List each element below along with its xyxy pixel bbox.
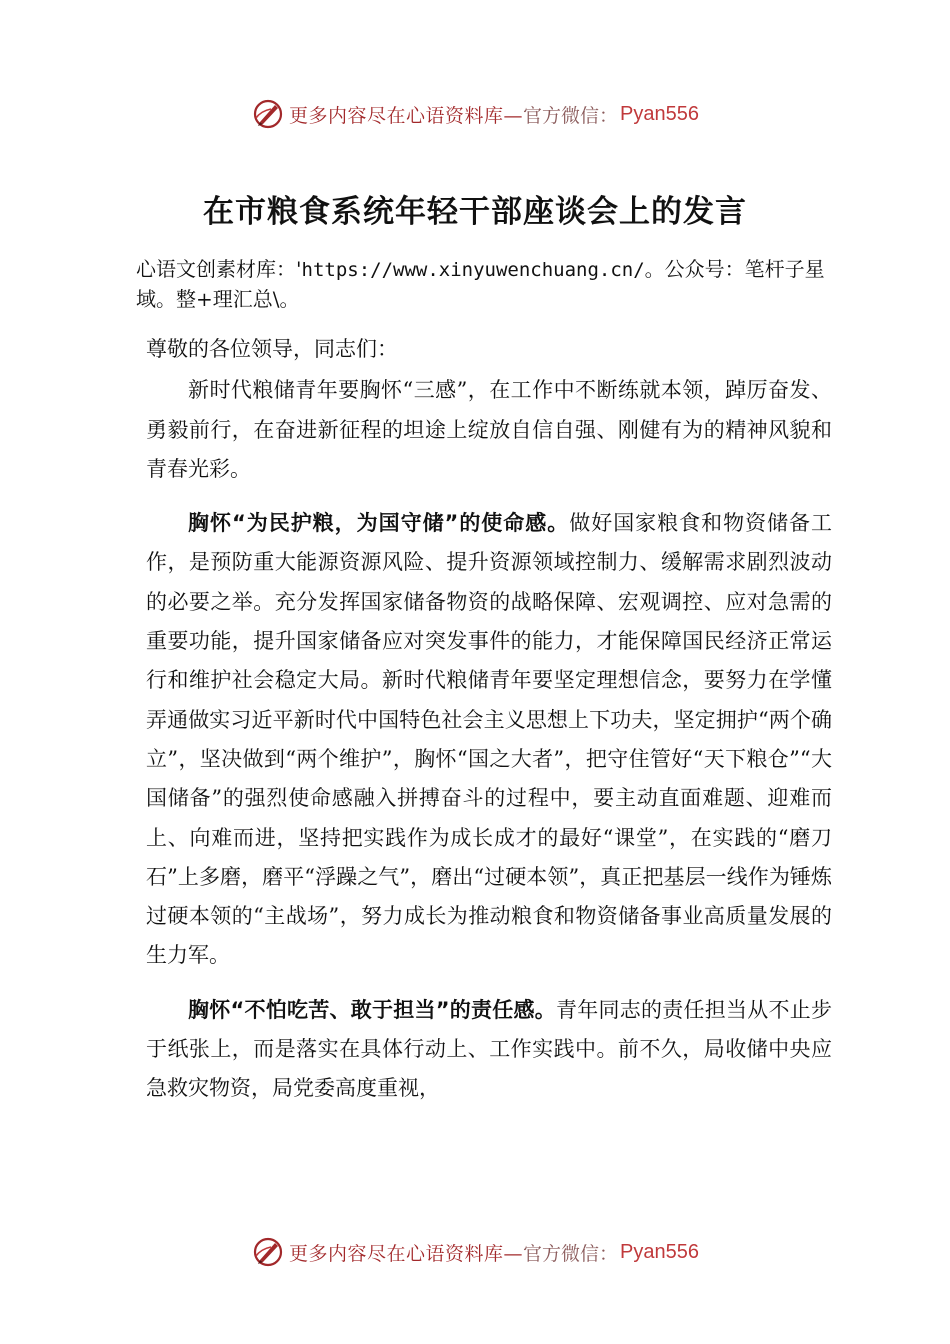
pen-logo-icon — [251, 97, 285, 131]
banner-wechat-label: 官方微信： — [523, 104, 619, 127]
footer-banner — [0, 1232, 950, 1272]
section2-heading: 胸怀“不怕吃苦、敢于担当”的责任感。 — [188, 997, 557, 1022]
salutation: 尊敬的各位领导，同志们： — [146, 337, 398, 361]
source-line — [136, 255, 856, 314]
section1-paragraph — [146, 504, 832, 976]
banner-text: 更多内容尽在心语资料库— — [289, 1242, 524, 1265]
banner-text: 更多内容尽在心语资料库— — [289, 104, 524, 127]
banner-wechat-id: Pyan556 — [620, 102, 699, 125]
document-title: 在市粮食系统年轻干部座谈会上的发言 — [203, 194, 747, 230]
document-body — [146, 330, 832, 1109]
section1-body: 做好国家粮食和物资储备工作，是预防重大能源资源风险、提升资源领域控制力、缓解需求剧烈波动的必要之举。充分发挥国家储备物资的战略保障、宏观调控、应对急需的重要功能，提升国家储备应对突发事件的能力，才能保障国民经济正常运行和维护社会稳定大局。新时代粮储青年要坚定理想信念，要努力在学懂弄通做实习近平新时代中国特色社会主义思想上下功夫，坚定拥护“两个确立”，坚决做到“两个维护”，胸怀“国之大者”，把守住管好“天下粮仓”“大国储备”的强烈使命感融入拼搏奋斗的过程中，要主动直面难题、迎难而上、向难而进，坚持把实践作为成长成才的最好“课堂”，在实践的“磨刀石”上多磨，磨平“浮躁之气”，磨出“过硬本领”，真正把基层一线作为锤炼过硬本领的“主战场”，努力成长为推动粮食和物资储备事业高质量发展的生力军。 — [146, 511, 833, 968]
section1-heading: 胸怀“为民护粮，为国守储”的使命感。 — [188, 511, 570, 536]
pen-logo-icon — [251, 1235, 285, 1269]
banner-wechat-label: 官方微信： — [523, 1242, 619, 1265]
banner-wechat-id: Pyan556 — [620, 1240, 699, 1263]
header-banner — [0, 94, 950, 134]
source-url: https://www.xinyuwenchuang.cn/ — [301, 259, 645, 281]
source-prefix: 心语文创素材库：' — [136, 257, 302, 281]
source-suffix: 。公众号：笔杆子星域。整+理汇总\。 — [136, 257, 825, 311]
intro-paragraph: 新时代粮储青年要胸怀“三感”，在工作中不断练就本领，踔厉奋发、勇毅前行，在奋进新征程的坦途上绽放自信自强、刚健有为的精神风貌和青春光彩。 — [146, 378, 832, 481]
section2-body: 青年同志的责任担当从不止步于纸张上，而是落实在具体行动上、工作实践中。前不久，局收储中央应急救灾物资，局党委高度重视， — [146, 997, 833, 1101]
section2-paragraph — [146, 991, 832, 1109]
